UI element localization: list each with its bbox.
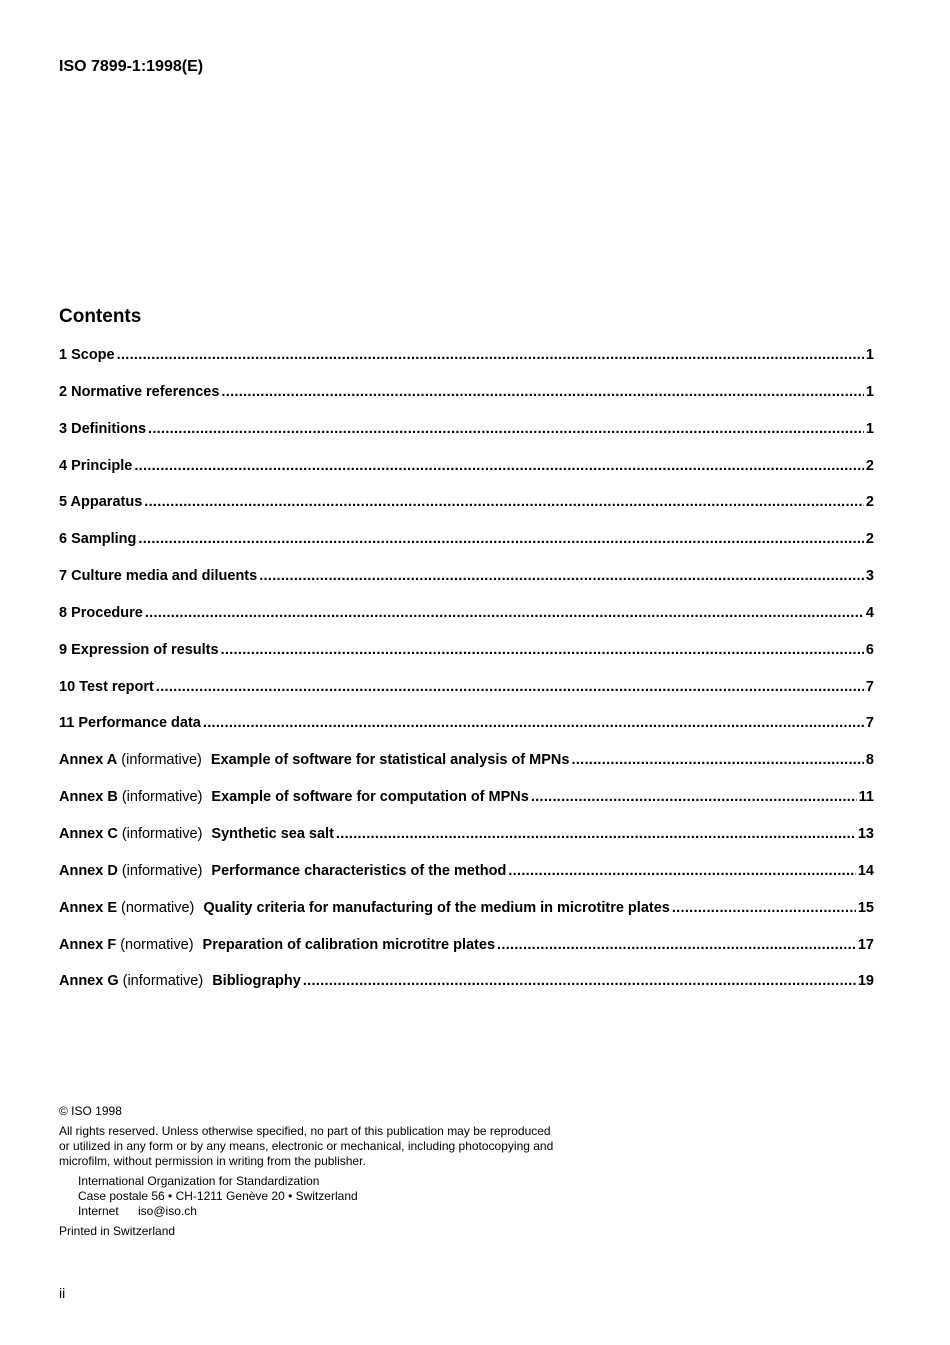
annex-title: Synthetic sea salt <box>211 825 334 842</box>
toc-entry-4-principle[interactable] <box>59 458 874 495</box>
dot-leader <box>221 642 864 658</box>
dot-leader <box>336 826 856 842</box>
document-id: ISO 7899-1:1998(E) <box>59 58 204 75</box>
dot-leader <box>531 789 857 805</box>
page-number: ii <box>59 1285 66 1301</box>
toc-entry-5-apparatus[interactable] <box>59 494 874 531</box>
annex-title: Preparation of calibration microtitre plates <box>202 936 496 953</box>
toc-entry-label: Annex C <box>59 825 118 842</box>
annex-kind: (normative) <box>121 899 195 916</box>
toc-entry-11-performance-data[interactable] <box>59 715 874 752</box>
toc-entry-annex-d[interactable] <box>59 863 874 900</box>
toc-entry-10-test-report[interactable] <box>59 679 874 716</box>
toc-entry-label: 2 Normative references <box>59 383 220 400</box>
toc-entry-label: 4 Principle <box>59 457 133 474</box>
toc-entry-2-normative-references[interactable] <box>59 384 874 421</box>
toc-entry-page: 8 <box>865 752 874 769</box>
toc-entry-page: 6 <box>865 641 874 658</box>
toc-entry-page: 1 <box>865 347 874 363</box>
annex-title: Bibliography <box>212 973 301 990</box>
toc-entry-label: Annex D <box>59 862 118 879</box>
toc-entry-9-expression-of-results[interactable] <box>59 642 874 679</box>
dot-leader <box>156 679 864 695</box>
toc-entry-page: 7 <box>865 678 874 695</box>
dot-leader <box>117 347 864 363</box>
dot-leader <box>303 973 856 989</box>
toc-entry-label: 10 Test report <box>59 678 154 695</box>
toc-entry-label: 5 Apparatus <box>59 494 143 511</box>
dot-leader <box>508 863 856 879</box>
annex-title: Performance characteristics of the method <box>211 862 507 879</box>
toc-entry-page: 17 <box>857 936 874 953</box>
toc-entry-annex-f[interactable] <box>59 937 874 974</box>
toc-entry-1-scope[interactable] <box>59 347 874 384</box>
dot-leader <box>134 458 864 474</box>
toc-entry-page: 15 <box>857 899 874 916</box>
toc-entry-label: Annex E <box>59 899 118 916</box>
toc-entry-label: 7 Culture media and diluents <box>59 568 258 585</box>
internet-label: Internet <box>78 1204 119 1218</box>
rights-line: or utilized in any form or by any means, electronic or mechanical, including photocopying and <box>59 1139 554 1153</box>
toc-entry-page: 4 <box>865 604 874 621</box>
dot-leader <box>138 531 864 547</box>
toc-entry-label: 11 Performance data <box>59 715 201 732</box>
toc-entry-page: 14 <box>857 862 874 879</box>
toc-entry-label: Annex B <box>59 789 118 806</box>
toc-entry-page: 3 <box>865 568 874 585</box>
annex-title: Example of software for computation of MPNs <box>211 789 529 806</box>
dot-leader <box>571 752 863 768</box>
toc-entry-label: Annex F <box>59 936 117 953</box>
dot-leader <box>144 494 864 510</box>
toc-entry-page: 7 <box>865 715 874 732</box>
toc-entry-label: 1 Scope <box>59 347 115 363</box>
toc-entry-page: 1 <box>865 383 874 400</box>
annex-kind: (informative) <box>122 973 204 990</box>
rights-line: microfilm, without permission in writing from the publisher. <box>59 1154 366 1168</box>
org-address: Case postale 56 • CH-1211 Genève 20 • Switzerland <box>78 1189 358 1203</box>
dot-leader <box>259 568 864 584</box>
copyright-line: © ISO 1998 <box>59 1104 122 1118</box>
dot-leader <box>497 937 856 953</box>
toc-entry-label: 3 Definitions <box>59 420 147 437</box>
dot-leader <box>221 384 864 400</box>
copyright-notice <box>59 1104 619 1239</box>
toc-entry-page: 19 <box>857 973 874 990</box>
toc-entry-page: 11 <box>858 789 874 806</box>
toc-entry-6-sampling[interactable] <box>59 531 874 568</box>
toc-entry-page: 13 <box>857 825 874 842</box>
dot-leader <box>672 900 856 916</box>
annex-kind: (informative) <box>121 752 202 769</box>
toc-entry-label: Annex A <box>59 752 118 769</box>
rights-line: All rights reserved. Unless otherwise specified, no part of this publication may be reproduced <box>59 1124 551 1138</box>
dot-leader <box>145 605 864 621</box>
toc-entry-annex-b[interactable] <box>59 789 874 826</box>
toc-entry-8-procedure[interactable] <box>59 605 874 642</box>
toc-entry-page: 2 <box>865 494 874 511</box>
internet-email[interactable]: iso@iso.ch <box>138 1204 197 1218</box>
contents-title: Contents <box>59 306 142 327</box>
publisher-address <box>59 1174 619 1219</box>
toc-entry-annex-e[interactable] <box>59 900 874 937</box>
annex-kind: (informative) <box>121 825 203 842</box>
annex-kind: (informative) <box>121 862 203 879</box>
toc-entry-label: 8 Procedure <box>59 604 143 621</box>
internet-line <box>78 1204 619 1219</box>
dot-leader <box>148 421 864 437</box>
toc-entry-page: 2 <box>865 531 874 548</box>
toc-entry-7-culture-media[interactable] <box>59 568 874 605</box>
toc-entry-3-definitions[interactable] <box>59 421 874 458</box>
toc-entry-label: Annex G <box>59 973 119 990</box>
annex-title: Quality criteria for manufacturing of the medium in microtitre plates <box>203 899 670 916</box>
toc-entry-annex-a[interactable] <box>59 752 874 789</box>
toc-entry-page: 2 <box>865 457 874 474</box>
printed-in: Printed in Switzerland <box>59 1224 176 1238</box>
toc-entry-annex-c[interactable] <box>59 826 874 863</box>
annex-title: Example of software for statistical analysis of MPNs <box>210 752 570 769</box>
annex-kind: (normative) <box>120 936 194 953</box>
rights-statement <box>59 1124 619 1169</box>
table-of-contents <box>59 347 874 1010</box>
toc-entry-page: 1 <box>865 420 874 437</box>
annex-kind: (informative) <box>121 789 203 806</box>
org-name: International Organization for Standardization <box>78 1174 320 1188</box>
toc-entry-label: 6 Sampling <box>59 531 137 548</box>
toc-entry-label: 9 Expression of results <box>59 641 219 658</box>
toc-entry-annex-g[interactable] <box>59 973 874 1010</box>
dot-leader <box>203 715 864 731</box>
